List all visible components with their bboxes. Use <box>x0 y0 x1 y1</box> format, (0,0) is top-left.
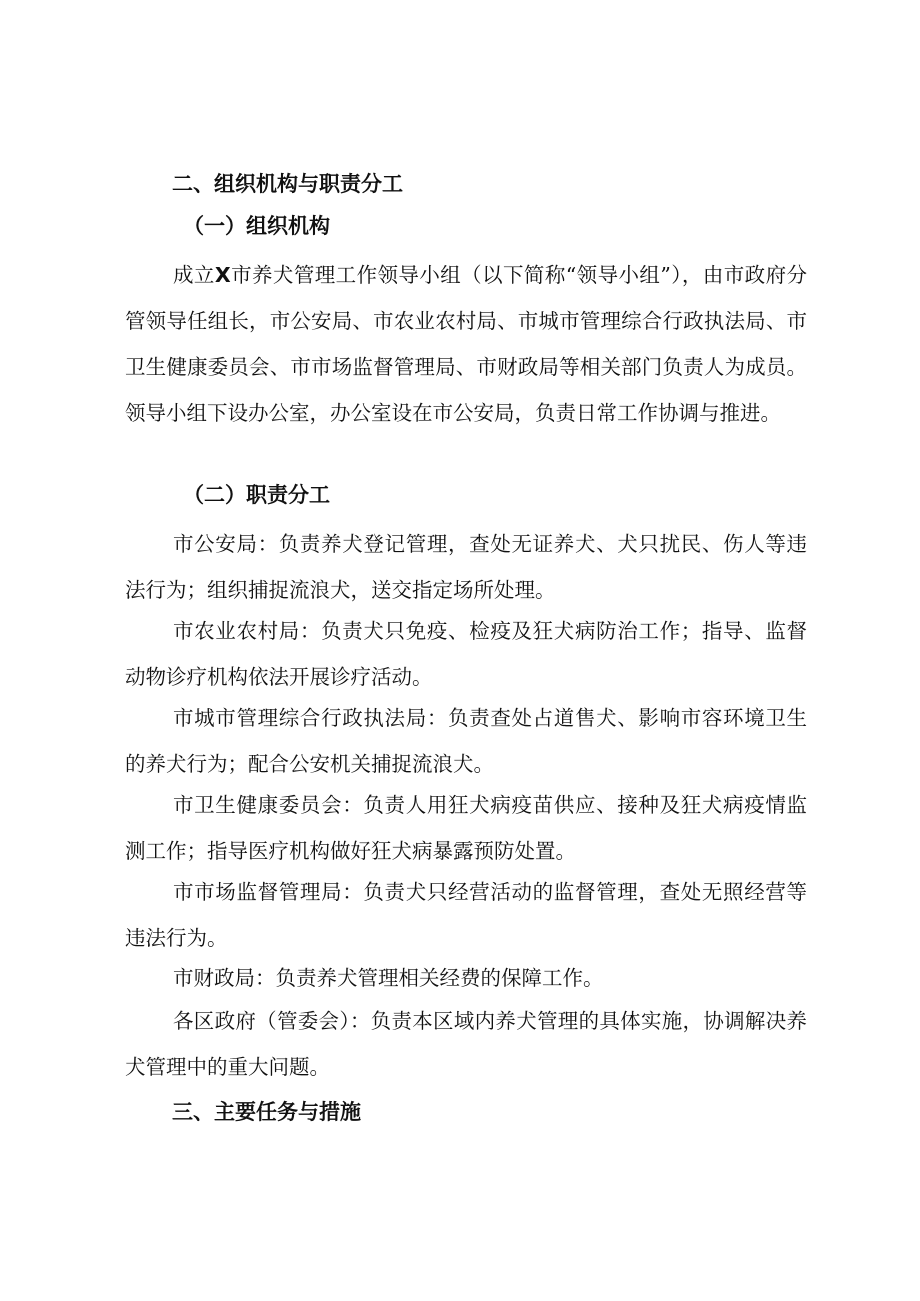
paragraph-duty-market-supervision: 市市场监督管理局：负责犬只经营活动的监督管理，查处无照经营等违法行为。 <box>125 880 807 950</box>
section-heading-org-duties: 二、组织机构与职责分工 <box>172 172 403 196</box>
paragraph-duty-district-governments: 各区政府（管委会）：负责本区域内养犬管理的具体实施，协调解决养犬管理中的重大问题。 <box>125 1009 807 1079</box>
paragraph-duty-agriculture: 市农业农村局：负责犬只免疫、检疫及狂犬病防治工作；指导、监督动物诊疗机构依法开展诊疗活动。 <box>125 619 807 689</box>
paragraph-duty-finance: 市财政局：负责养犬管理相关经费的保障工作。 <box>173 966 604 990</box>
subheading-org-structure: （一）组织机构 <box>183 214 330 238</box>
paragraph-text: 成立 <box>173 263 215 287</box>
paragraph-text: 市养犬管理工作领导小组（以下简称“领导小组”），由市政府分管领导任组长，市公安局、市农业农村局、市城市管理综合行政执法局、市卫生健康委员会、市市场监督管理局、市财政局等相关部门负责人为成员。领导小组下设办公室，办公室设在市公安局，负责日常工作协调与推进。 <box>125 263 807 425</box>
subheading-duty-division: （二）职责分工 <box>183 483 330 507</box>
paragraph-duty-health: 市卫生健康委员会：负责人用狂犬病疫苗供应、接种及狂犬病疫情监测工作；指导医疗机构做好狂犬病暴露预防处置。 <box>125 793 807 863</box>
city-placeholder-mark: X <box>214 263 231 287</box>
paragraph-org-structure <box>125 252 807 436</box>
paragraph-duty-public-security: 市公安局：负责养犬登记管理，查处无证养犬、犬只扰民、伤人等违法行为；组织捕捉流浪犬，送交指定场所处理。 <box>125 532 807 602</box>
paragraph-duty-urban-management: 市城市管理综合行政执法局：负责查处占道售犬、影响市容环境卫生的养犬行为；配合公安机关捕捉流浪犬。 <box>125 706 807 776</box>
section-heading-tasks: 三、主要任务与措施 <box>172 1100 361 1124</box>
